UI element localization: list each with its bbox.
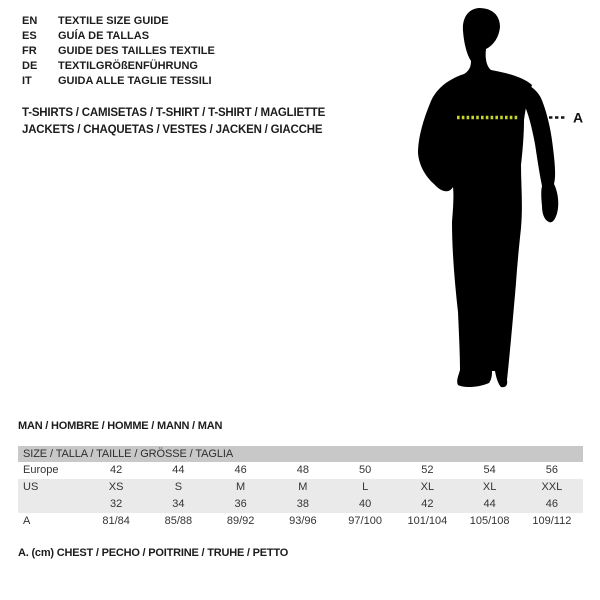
language-label: TEXTILE SIZE GUIDE bbox=[58, 15, 169, 27]
language-row-en bbox=[22, 14, 215, 29]
size-cell: 42 bbox=[110, 464, 123, 476]
language-label: TEXTILGRÖßENFÜHRUNG bbox=[58, 60, 198, 72]
size-cell: 48 bbox=[296, 464, 309, 476]
size-cell: 56 bbox=[545, 464, 558, 476]
size-cell: 89/92 bbox=[226, 515, 255, 527]
size-cell: 36 bbox=[234, 498, 247, 510]
size-cell: M bbox=[298, 481, 308, 493]
row-label bbox=[18, 496, 85, 513]
man-silhouette-figure bbox=[398, 0, 600, 420]
man-silhouette-body bbox=[418, 8, 532, 387]
measurement-footnote: A. (cm) CHEST / PECHO / POITRINE / TRUHE / PETTO bbox=[18, 547, 289, 559]
size-cell: XS bbox=[108, 481, 124, 493]
size-cell: XL bbox=[482, 481, 497, 493]
table-row-numeric bbox=[18, 496, 583, 513]
size-cell: 85/88 bbox=[164, 515, 193, 527]
size-cell: 93/96 bbox=[289, 515, 317, 527]
man-silhouette-svg bbox=[398, 0, 600, 420]
row-label: A bbox=[23, 515, 31, 527]
table-row-chest-a bbox=[18, 513, 583, 530]
size-cell: 81/84 bbox=[102, 515, 130, 527]
size-cell: L bbox=[362, 481, 369, 493]
table-row-europe bbox=[18, 462, 583, 479]
row-label: US bbox=[23, 481, 39, 493]
garment-categories bbox=[22, 105, 325, 139]
language-label: GUIDE DES TAILLES TEXTILE bbox=[58, 45, 215, 57]
row-label: Europe bbox=[23, 464, 59, 476]
size-cell: 101/104 bbox=[407, 515, 448, 527]
size-cell: 42 bbox=[421, 498, 434, 510]
section-title-man: MAN / HOMBRE / HOMME / MANN / MAN bbox=[18, 420, 223, 432]
size-cell: 40 bbox=[359, 498, 372, 510]
language-code: IT bbox=[22, 75, 32, 87]
language-row-fr bbox=[22, 44, 215, 59]
category-tshirts: T-SHIRTS / CAMISETAS / T-SHIRT / T-SHIRT / MAGLIETTE bbox=[22, 107, 326, 119]
size-cell: M bbox=[236, 481, 246, 493]
size-cell: 109/112 bbox=[532, 515, 572, 527]
size-cell: S bbox=[174, 481, 183, 493]
language-code: DE bbox=[22, 60, 38, 72]
size-cell: 46 bbox=[545, 498, 558, 510]
size-table bbox=[18, 446, 583, 530]
category-jackets: JACKETS / CHAQUETAS / VESTES / JACKEN / GIACCHE bbox=[22, 124, 323, 136]
size-cell: XXL bbox=[541, 481, 563, 493]
size-cell: XL bbox=[420, 481, 435, 493]
language-row-es bbox=[22, 29, 215, 44]
language-label: GUIDA ALLE TAGLIE TESSILI bbox=[58, 75, 212, 87]
size-cell: 44 bbox=[172, 464, 185, 476]
measurement-a-label: A bbox=[573, 109, 584, 126]
size-table-header: SIZE / TALLA / TAILLE / GRÖSSE / TAGLIA bbox=[18, 446, 583, 462]
language-row-de bbox=[22, 59, 215, 74]
size-cell: 105/108 bbox=[469, 515, 510, 527]
size-cell: 46 bbox=[234, 464, 247, 476]
language-guide-list bbox=[22, 14, 215, 89]
size-cell: 34 bbox=[172, 498, 185, 510]
size-cell: 32 bbox=[110, 498, 123, 510]
size-cell: 54 bbox=[483, 464, 496, 476]
language-label: GUÍA DE TALLAS bbox=[58, 30, 150, 42]
size-cell: 97/100 bbox=[348, 515, 382, 527]
size-cell: 52 bbox=[421, 464, 434, 476]
size-cell: 38 bbox=[296, 498, 309, 510]
language-code: ES bbox=[22, 30, 37, 42]
size-cell: 50 bbox=[359, 464, 372, 476]
size-cell: 44 bbox=[483, 498, 496, 510]
language-code: FR bbox=[22, 45, 37, 57]
language-code: EN bbox=[22, 15, 38, 27]
table-row-us bbox=[18, 479, 583, 496]
language-row-it bbox=[22, 74, 215, 89]
